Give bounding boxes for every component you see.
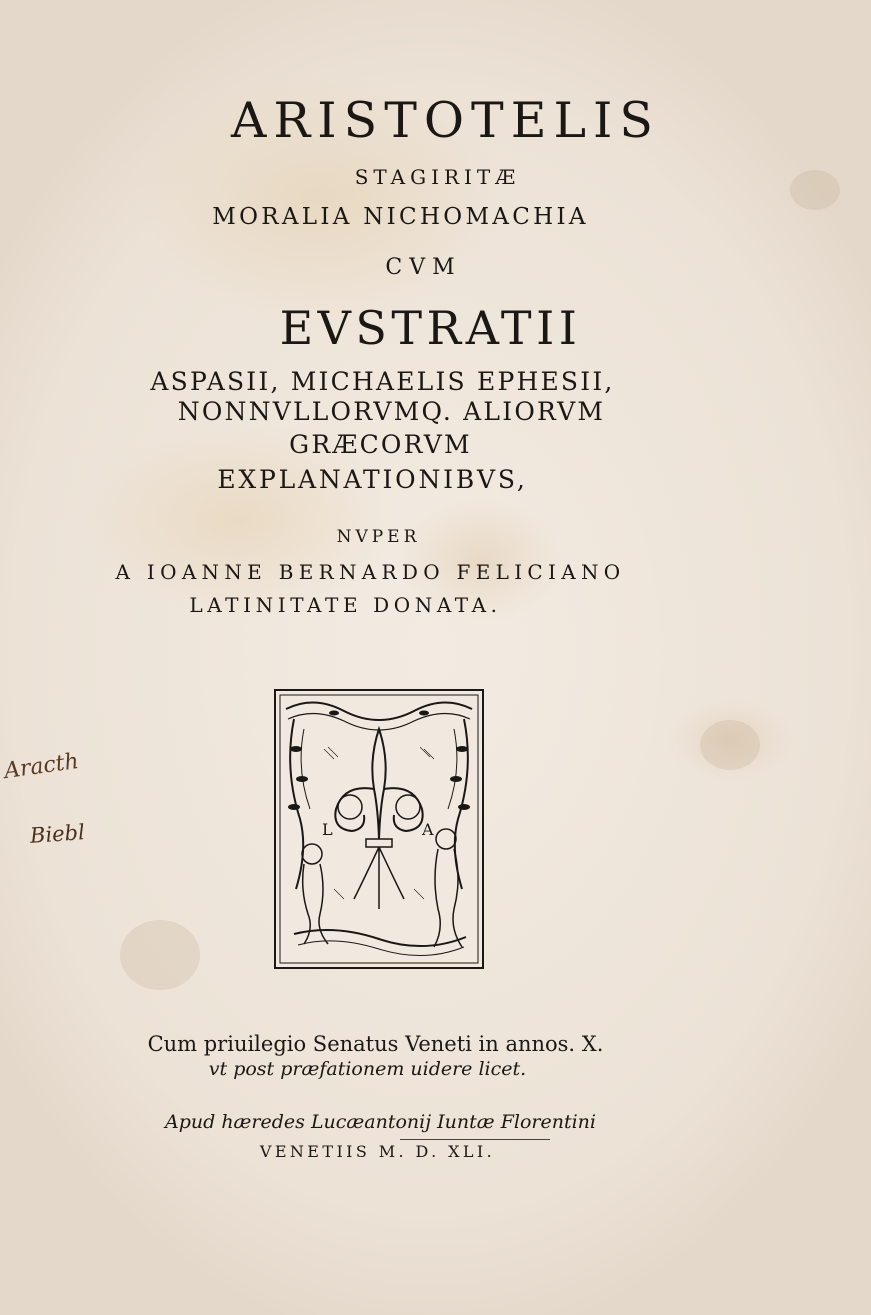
commentators-line-1: ASPASII, MICHAELIS EPHESII, xyxy=(150,367,615,396)
author-title: ARISTOTELIS xyxy=(231,92,660,149)
privilege-line-1: Cum priuilegio Senatus Veneti in annos. X. xyxy=(147,1032,604,1056)
ownership-signature-line-1: Aracth xyxy=(2,748,81,785)
nuper-line: NVPER xyxy=(336,527,421,547)
device-letter-a: A xyxy=(422,820,434,839)
latinitate-line: LATINITATE DONATA. xyxy=(189,593,502,617)
foxing-stain xyxy=(120,920,200,990)
translator-line: A IOANNE BERNARDO FELICIANO xyxy=(115,560,626,584)
explanationibus-line: EXPLANATIONIBVS, xyxy=(217,465,528,494)
device-letter-l: L xyxy=(322,820,333,839)
printer-underline xyxy=(400,1139,550,1140)
work-title: MORALIA NICHOMACHIA xyxy=(212,204,589,230)
printer-device-woodcut xyxy=(274,689,484,969)
privilege-line-2: vt post præfationem uidere licet. xyxy=(208,1058,527,1080)
author-epithet: STAGIRITÆ xyxy=(354,165,521,189)
place-date-line: VENETIIS M. D. XLI. xyxy=(259,1142,496,1161)
commentators-line-3: GRÆCORVM xyxy=(289,430,472,459)
printer-line: Apud hæredes Lucæantonij Iuntæ Florentini xyxy=(165,1111,596,1133)
ownership-signature-line-2: Biebl xyxy=(29,820,86,848)
foxing-stain xyxy=(700,720,760,770)
commentators-line-2: NONNVLLORVMQ. ALIORVM xyxy=(177,397,606,426)
cum-line: CVM xyxy=(385,255,462,280)
commentator-name: EVSTRATII xyxy=(279,301,582,355)
